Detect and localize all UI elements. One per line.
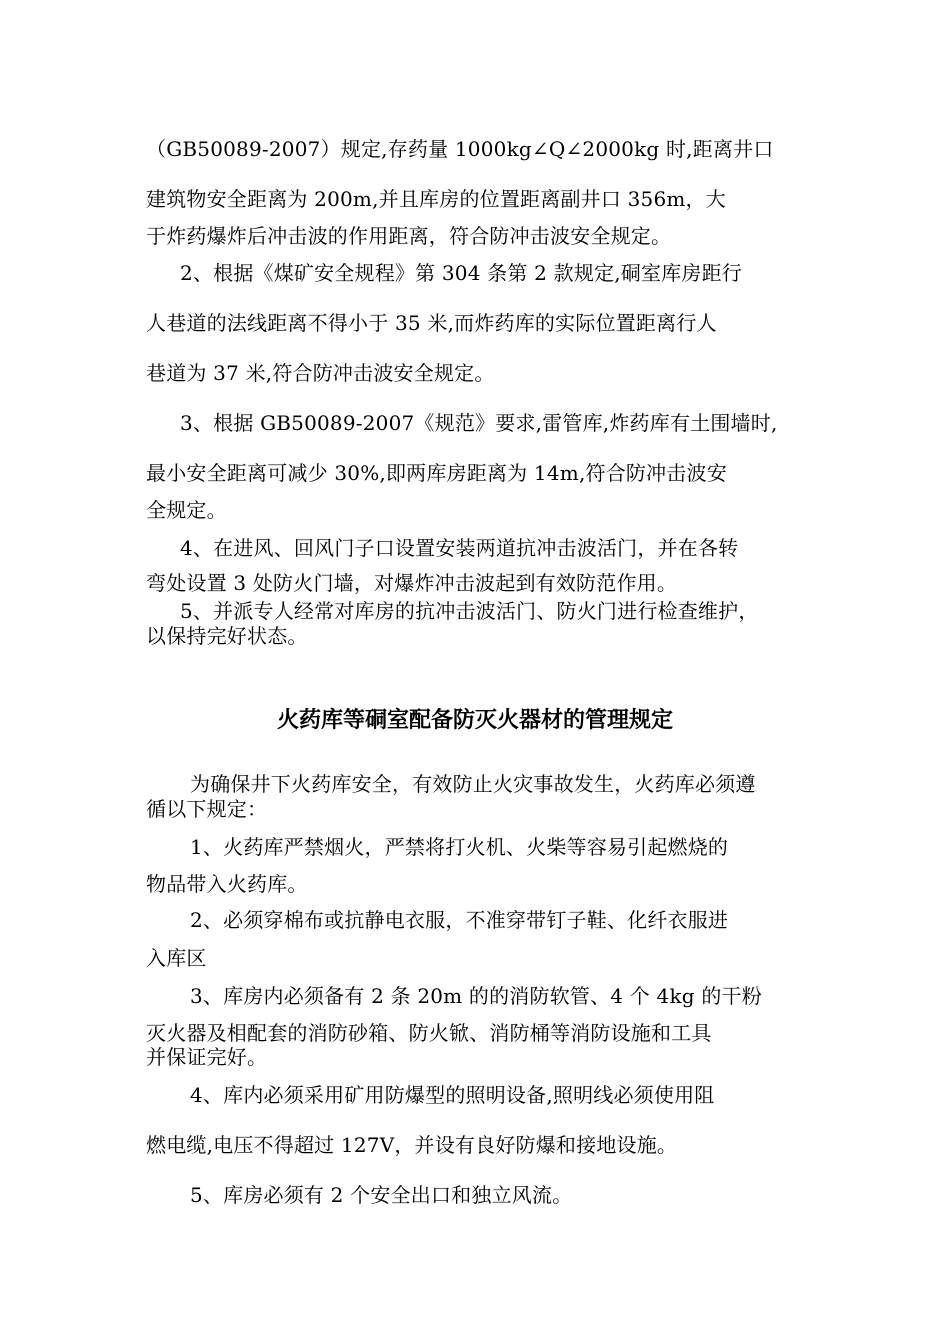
intro-line: 为确保井下火药库安全，有效防止火灾事故发生，火药库必须遵 bbox=[190, 772, 756, 796]
paragraph-line: 入库区 bbox=[146, 946, 207, 970]
list-item-4: 4、在进风、回风门子口设置安装两道抗冲击波活门，并在各转 bbox=[180, 536, 739, 560]
paragraph-line: 并保证完好。 bbox=[146, 1045, 268, 1069]
paragraph-line: 全规定。 bbox=[146, 498, 227, 522]
paragraph-line: 灭火器及相配套的消防砂箱、防火锨、消防桶等消防设施和工具 bbox=[146, 1021, 712, 1045]
rule-item-4: 4、库内必须采用矿用防爆型的照明设备,照明线必须使用阻 bbox=[190, 1083, 715, 1107]
paragraph-line: 燃电缆,电压不得超过 127V，并设有良好防爆和接地设施。 bbox=[146, 1133, 678, 1157]
paragraph-line: 弯处设置 3 处防火门墙，对爆炸冲击波起到有效防范作用。 bbox=[146, 571, 678, 595]
rule-item-1: 1、火药库严禁烟火，严禁将打火机、火柴等容易引起燃烧的 bbox=[190, 835, 729, 859]
section-title: 火药库等硐室配备防灭火器材的管理规定 bbox=[276, 708, 673, 733]
rule-item-5: 5、库房必须有 2 个安全出口和独立风流。 bbox=[190, 1183, 573, 1207]
paragraph-line: 最小安全距离可减少 30%,即两库房距离为 14m,符合防冲击波安 bbox=[146, 461, 727, 485]
paragraph-line: 人巷道的法线距离不得小于 35 米,而炸药库的实际位置距离行人 bbox=[146, 311, 717, 335]
paragraph-line: 建筑物安全距离为 200m,并且库房的位置距离副井口 356m，大 bbox=[146, 187, 726, 211]
paragraph-line: 物品带入火药库。 bbox=[146, 872, 308, 896]
paragraph-line: 巷道为 37 米,符合防冲击波安全规定。 bbox=[146, 361, 495, 385]
rule-item-2: 2、必须穿棉布或抗静电衣服，不准穿带钉子鞋、化纤衣服进 bbox=[190, 908, 729, 932]
paragraph-line: 循以下规定： bbox=[146, 797, 268, 821]
paragraph-line: 于炸药爆炸后冲击波的作用距离，符合防冲击波安全规定。 bbox=[146, 224, 672, 248]
list-item-5: 5、并派专人经常对库房的抗冲击波活门、防火门进行检查维护， bbox=[180, 599, 759, 623]
list-item-3: 3、根据 GB50089-2007《规范》要求,雷管库,炸药库有土围墙时, bbox=[180, 411, 778, 435]
paragraph-line: 以保持完好状态。 bbox=[146, 624, 308, 648]
paragraph-line: （GB50089-2007）规定,存药量 1000kg∠Q∠2000kg 时,距离井口 bbox=[146, 137, 774, 161]
list-item-2: 2、根据《煤矿安全规程》第 304 条第 2 款规定,硐室库房距行 bbox=[180, 261, 743, 285]
rule-item-3: 3、库房内必须备有 2 条 20m 的的消防软管、4 个 4kg 的干粉 bbox=[190, 984, 762, 1008]
